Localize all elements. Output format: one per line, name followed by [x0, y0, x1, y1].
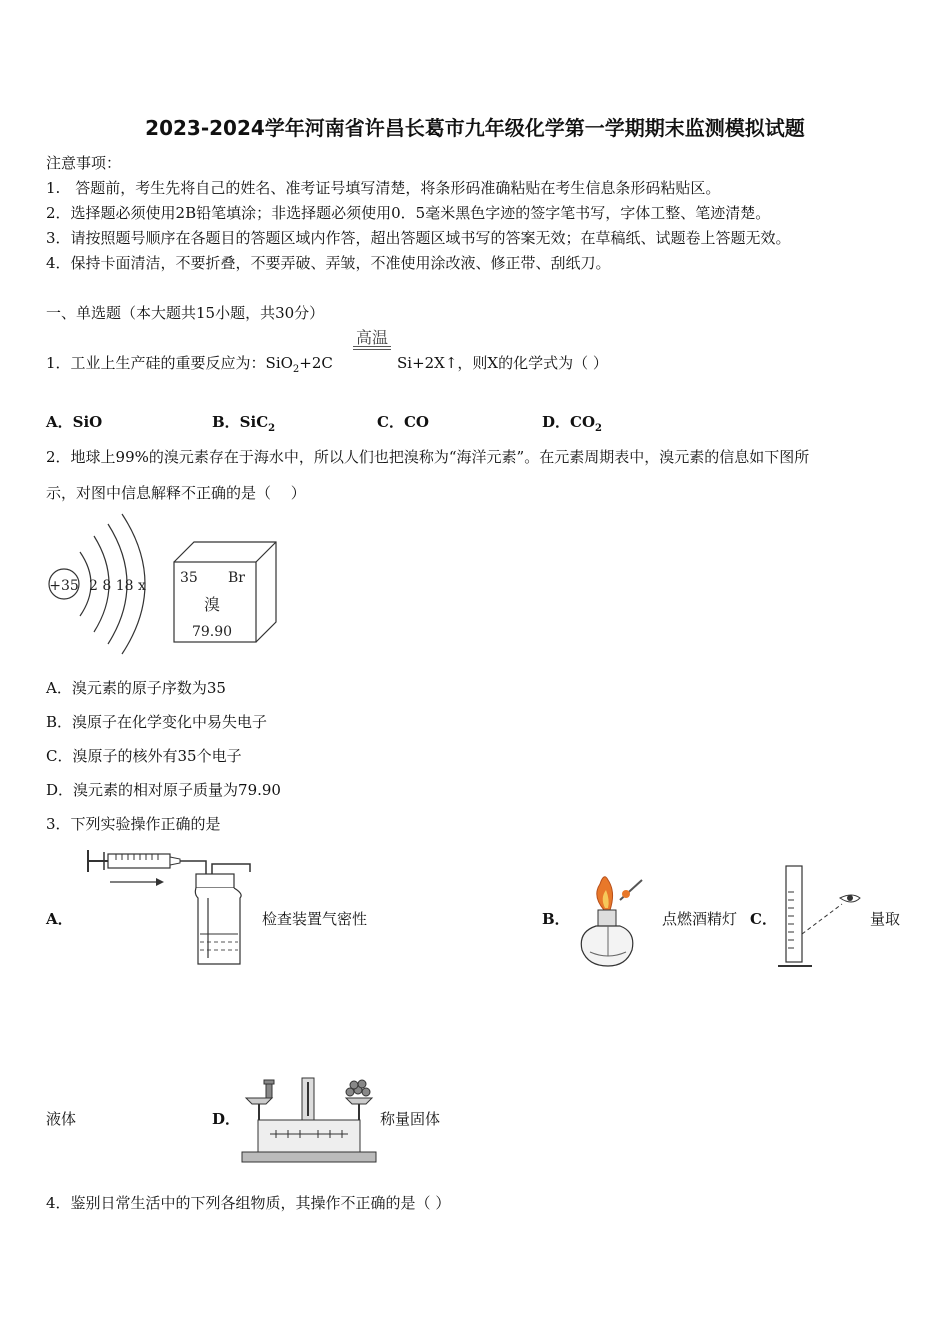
q1-stem: 1．工业上生产硅的重要反应为：SiO$_2$+2C [46, 354, 333, 375]
q4-stem: 4．鉴别日常生活中的下列各组物质，其操作不正确的是（ ） [46, 1194, 451, 1212]
airtightness-check-illustration [84, 846, 258, 968]
alcohol-lamp-illustration [566, 870, 650, 972]
section-heading: 一、单选题（本大题共15小题，共30分） [46, 304, 325, 322]
q1-equals-line-top [353, 346, 391, 347]
balance-illustration [240, 1072, 378, 1166]
q1-suffix: Si+2X↑，则X的化学式为（ ） [397, 354, 608, 372]
atom-shells: 2 8 18 x [89, 578, 146, 594]
q1-option-c: C．CO [377, 413, 429, 431]
graduated-cylinder-illustration [776, 862, 866, 972]
q3-option-d-text: 称量固体 [380, 1110, 441, 1128]
q2-option-a: A．溴元素的原子序数为35 [46, 679, 226, 697]
element-name: 溴 [203, 595, 221, 614]
q1-option-a: A．SiO [46, 413, 103, 431]
notice-item-4: 4．保持卡面清洁，不要折叠，不要弄破、弄皱，不准使用涂改液、修正带、刮纸刀。 [46, 254, 611, 272]
element-number: 35 [180, 570, 198, 586]
atom-nucleus: +35 [49, 578, 79, 594]
q3-option-a-label: A． [46, 910, 73, 928]
page-title: 2023-2024学年河南省许昌长葛市九年级化学第一学期期末监测模拟试题 [145, 116, 805, 140]
q1-option-b: B．SiC$_2$ [212, 413, 276, 434]
q1-prefix: 1．工业上生产硅的重要反应为：SiO [46, 354, 293, 372]
q3-option-b-label: B． [542, 910, 570, 928]
bromine-atom-diagram [44, 512, 154, 658]
q3-option-a-text: 检查装置气密性 [262, 910, 368, 928]
q3-stem: 3．下列实验操作正确的是 [46, 815, 221, 833]
q3-option-c-text: 量取 [870, 910, 901, 928]
q3-option-c-text-cont: 液体 [46, 1110, 77, 1128]
notice-item-2: 2．选择题必须使用2B铅笔填涂；非选择题必须使用0．5毫米黑色字迹的签字笔书写，字体工整、笔迹清楚。 [46, 204, 771, 222]
q2-stem-line1: 2．地球上99%的溴元素存在于海水中，所以人们也把溴称为“海洋元素”。在元素周期表中，溴元素的信息如下图所 [46, 448, 810, 466]
q1-mid: +2C [299, 354, 333, 372]
bromine-element-cell [170, 540, 282, 646]
notice-item-1: 1. 答题前，考生先将自己的姓名、准考证号填写清楚，将条形码准确粘贴在考生信息条形码粘贴区。 [46, 179, 721, 197]
element-mass: 79.90 [191, 624, 233, 640]
element-symbol: Br [228, 570, 245, 586]
notice-item-3: 3．请按照题号顺序在各题目的答题区域内作答，超出答题区域书写的答案无效；在草稿纸、试题卷上答题无效。 [46, 229, 791, 247]
q3-option-b-text: 点燃酒精灯 [662, 910, 738, 928]
q2-stem-line2: 示，对图中信息解释不正确的是（ ） [46, 484, 306, 502]
q2-option-d: D．溴元素的相对原子质量为79.90 [46, 781, 281, 799]
q1-option-d: D．$CO_2$ [542, 413, 602, 434]
q1-condition: 高温 [355, 328, 388, 347]
notice-heading: 注意事项： [46, 154, 122, 172]
q1-equals-line-bottom [353, 349, 391, 350]
q3-option-c-label: C． [750, 910, 777, 928]
q2-option-c: C．溴原子的核外有35个电子 [46, 747, 242, 765]
q2-option-b: B．溴原子在化学变化中易失电子 [46, 713, 268, 731]
q3-option-d-label: D． [212, 1110, 241, 1128]
